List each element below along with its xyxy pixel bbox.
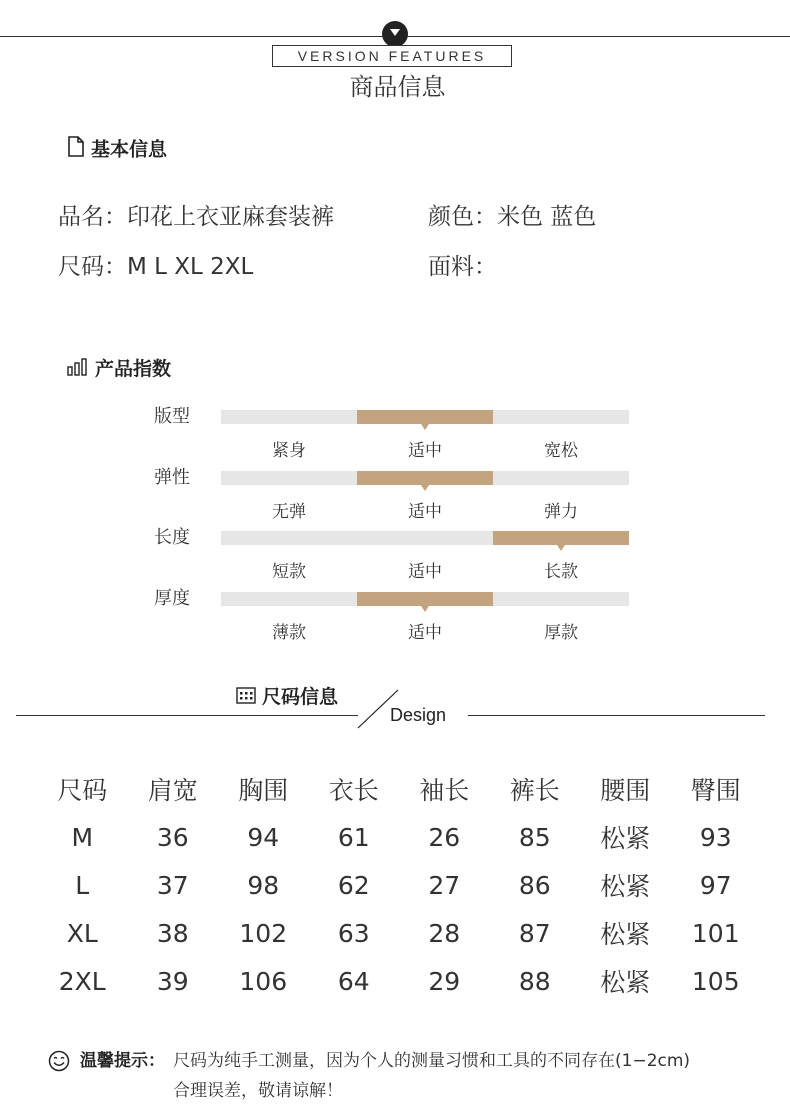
table-cell: 64 [337,966,370,996]
tip-title: 温馨提示： [80,1051,165,1071]
tip-text-line1: 尺码为纯手工测量，因为个人的测量习惯和工具的不同存在(1−2cm) [173,1051,691,1071]
index-label: 版型 [154,406,190,427]
index-bar-selected [357,410,493,424]
table-cell: 松紧 [600,920,651,949]
table-cell: 87 [518,918,551,948]
index-option: 适中 [408,441,442,461]
index-label: 弹性 [154,466,190,488]
chevron-down-icon [382,21,408,47]
color-label: 颜色： [428,204,497,230]
table-cell: 松紧 [600,872,651,901]
size-label: 尺码： [58,254,127,280]
table-cell: 28 [428,918,461,948]
index-pointer [421,424,429,430]
color-value: 米色 蓝色 [497,204,597,230]
name-value: 印花上衣亚麻套装裤 [127,204,334,230]
bar-chart-icon [67,357,89,383]
size-info-heading [236,684,338,711]
table-cell: 106 [239,966,288,996]
fabric-row [428,251,497,283]
table-row [37,957,761,1005]
table-cell: 85 [518,822,551,852]
table-cell: 98 [247,870,280,900]
table-header-cell: 裤长 [509,776,560,805]
calendar-icon [236,685,256,711]
index-bar [221,592,629,606]
table-row [37,813,761,861]
size-divider-left [16,715,358,716]
index-option: 无弹 [272,501,306,522]
product-index-heading [67,356,171,383]
table-cell: 26 [428,822,461,852]
table-header-cell: 衣长 [328,776,379,805]
table-cell: 松紧 [600,968,651,997]
table-header-row [37,765,761,813]
table-header-cell: 胸围 [238,776,289,805]
size-row [58,251,253,283]
document-icon [67,136,85,164]
index-label: 厚度 [154,587,190,609]
index-label: 长度 [154,527,190,548]
table-cell: 105 [691,966,740,996]
index-option: 适中 [408,622,442,643]
table-row [37,861,761,909]
table-header-cell: 尺码 [57,776,108,805]
basic-info-heading [67,136,167,164]
table-cell: L [75,870,90,900]
table-cell: 88 [518,966,551,996]
size-value: M L XL 2XL [127,254,254,280]
table-cell: 38 [156,918,189,948]
index-bar [221,410,629,424]
index-option: 长款 [544,562,578,582]
index-option: 宽松 [544,441,578,461]
index-bar-selected [357,592,493,606]
index-bar-selected [493,531,629,545]
table-cell: 39 [156,966,189,996]
table-cell: 36 [156,822,189,852]
index-option: 厚款 [544,622,578,643]
index-pointer [421,606,429,612]
index-bar [221,531,629,545]
table-header-cell: 腰围 [600,776,651,805]
table-cell: 93 [699,822,732,852]
color-row [428,201,596,233]
index-option: 适中 [408,562,442,582]
table-cell: 63 [337,918,370,948]
index-pointer [557,545,565,551]
index-option: 紧身 [272,441,306,461]
name-label: 品名： [58,204,127,230]
table-cell: 37 [156,870,189,900]
name-row [58,201,334,233]
table-header-cell: 袖长 [419,776,470,805]
size-table [37,765,761,1005]
table-header-cell: 肩宽 [147,776,198,805]
table-cell: 松紧 [600,824,651,853]
table-cell: 61 [337,822,370,852]
table-cell: 86 [518,870,551,900]
table-row [37,909,761,957]
page-title: 商品信息 [349,73,446,101]
table-cell: 27 [428,870,461,900]
design-label: Design [390,705,447,725]
basic-info-title: 基本信息 [91,138,168,161]
table-cell: 29 [428,966,461,996]
size-info-title: 尺码信息 [262,686,339,708]
index-bar [221,471,629,485]
size-divider-right [468,715,765,716]
table-cell: 102 [239,918,288,948]
index-option: 短款 [272,562,306,582]
index-option: 薄款 [272,622,306,643]
table-cell: XL [66,918,98,948]
index-pointer [421,485,429,491]
table-cell: 94 [247,822,280,852]
smiley-icon [48,1050,70,1076]
index-option: 适中 [408,501,442,522]
version-features-label: VERSION FEATURES [272,45,512,67]
index-bar-selected [357,471,493,485]
table-header-cell: 臀围 [690,776,741,805]
tip-text-line2: 合理误差，敬请谅解！ [173,1081,343,1101]
index-option: 弹力 [544,501,578,522]
fabric-label: 面料： [428,254,497,280]
table-cell: 101 [691,918,740,948]
table-cell: 62 [337,870,370,900]
product-index-title: 产品指数 [95,358,172,380]
table-cell: 2XL [58,966,106,996]
table-cell: 97 [699,870,732,900]
table-cell: M [71,822,94,852]
